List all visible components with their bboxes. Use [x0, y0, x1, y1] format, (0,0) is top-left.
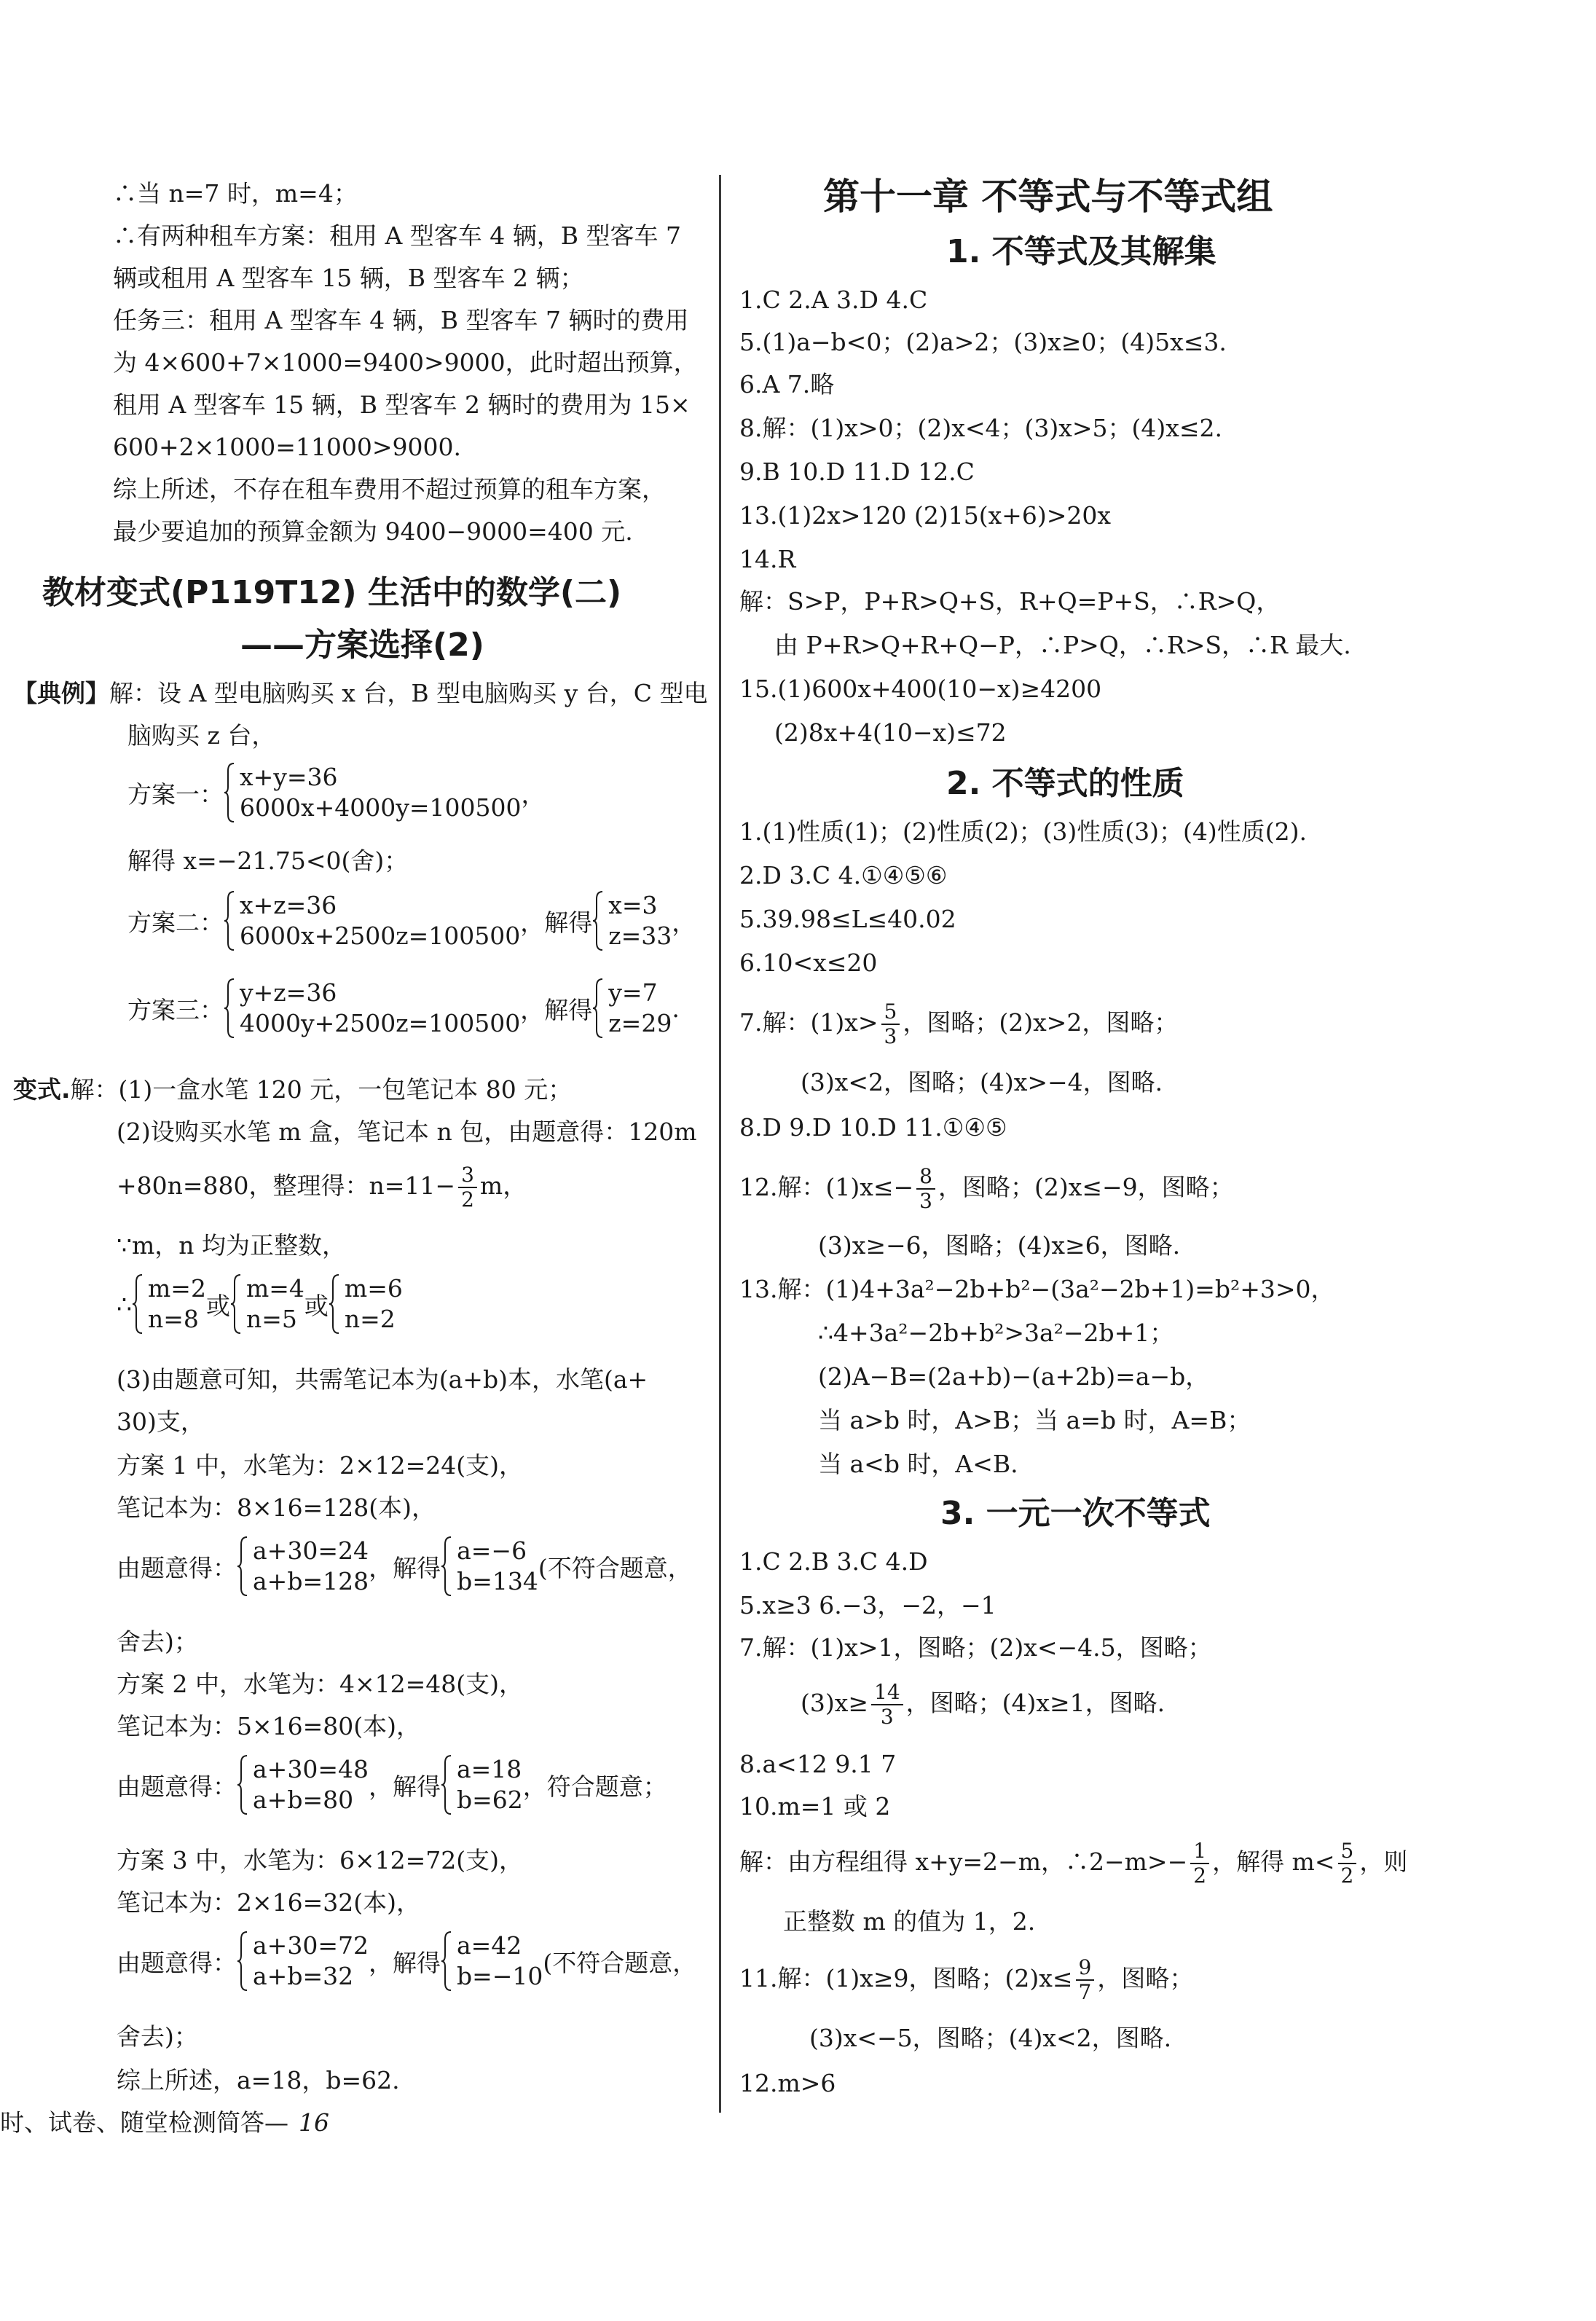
equation: a+b=128 — [253, 1567, 369, 1595]
denominator: 2 — [461, 1187, 474, 1211]
text: 或 — [304, 1291, 329, 1320]
solution: y=7 — [608, 978, 658, 1007]
solution: a=42 — [456, 1931, 522, 1960]
variant-tag: 变式. — [13, 1075, 71, 1104]
text: ，解得 — [368, 1948, 441, 1977]
solution: x=3 — [608, 891, 658, 919]
answer-line — [739, 1836, 1407, 1888]
variant-text: 解：(1)一盒水笔 120 元，一包笔记本 80 元； — [70, 1075, 573, 1104]
denominator: 3 — [884, 1024, 897, 1048]
text: (3)x≥ — [801, 1689, 869, 1717]
plan1-result: 解得 x=−21.75<0(舍)； — [127, 847, 409, 875]
section-title: 教材变式(P119T12) 生活中的数学(二) — [42, 574, 622, 611]
variant-line — [13, 1074, 572, 1106]
case2-system — [117, 1754, 667, 1815]
conclusion: 综上所述，a=18，b=62. — [117, 2066, 400, 2094]
text-line: ∴当 n=7 时，m=4； — [113, 179, 358, 208]
answer-line: (2)A−B=(2a+b)−(a+2b)=a−b， — [818, 1362, 1210, 1391]
column-divider — [719, 175, 721, 2113]
text: (不符合题意， — [538, 1553, 692, 1582]
brace — [441, 1931, 452, 1992]
numerator: 5 — [881, 1000, 900, 1025]
answer-line — [739, 997, 1178, 1049]
example-tag: 【典例】 — [13, 679, 109, 707]
section-title: 1. 不等式及其解集 — [946, 233, 1216, 270]
text-line: (2)设购买水笔 m 盒，笔记本 n 包，由题意得：120m — [117, 1118, 697, 1146]
denominator: 3 — [880, 1705, 894, 1729]
answer-line: 5.x≥3 6.−3，−2，−1 — [739, 1591, 996, 1619]
answer-line: 2.D 3.C 4.①④⑤⑥ — [739, 861, 948, 889]
numerator: 9 — [1076, 1956, 1095, 1981]
brace — [237, 1931, 248, 1992]
brace — [132, 1273, 144, 1335]
equation: a+30=24 — [253, 1536, 369, 1565]
text: ，图略；(2)x>2，图略； — [903, 1008, 1179, 1037]
answer-line: 1.C 2.A 3.D 4.C — [739, 286, 928, 314]
answer-line: 正整数 m 的值为 1，2. — [783, 1907, 1036, 1936]
answer-line: (3)x≥−6，图略；(4)x≥6，图略. — [818, 1231, 1181, 1260]
text: ，解得 — [368, 1772, 441, 1801]
brace — [237, 1754, 248, 1815]
text: 由题意得： — [117, 1772, 237, 1801]
solution: z=33 — [608, 922, 672, 950]
text-line: 方案 2 中，水笔为：4×12=48(支)， — [117, 1670, 524, 1698]
text-line — [117, 1160, 527, 1212]
example-text: 解：设 A 型电脑购买 x 台，B 型电脑购买 y 台，C 型电 — [109, 679, 708, 707]
brace — [224, 890, 235, 951]
answer-line: 5.(1)a−b<0；(2)a>2；(3)x≥0；(4)5x≤3. — [739, 328, 1227, 356]
answer-line — [739, 1161, 1234, 1214]
equation: x+z=36 — [240, 891, 337, 919]
brace — [329, 1273, 340, 1335]
text-line: 600+2×1000=11000>9000. — [113, 433, 462, 461]
denominator: 2 — [1340, 1864, 1354, 1888]
solution: n=5 — [245, 1305, 297, 1333]
text-line: 为 4×600+7×1000=9400>9000，此时超出预算， — [113, 348, 698, 377]
text: 由题意得： — [117, 1553, 237, 1582]
equation: 6000x+2500z=100500 — [240, 922, 521, 950]
answer-line: 10.m=1 或 2 — [739, 1792, 891, 1821]
answer-line: (3)x<2，图略；(4)x>−4，图略. — [801, 1068, 1163, 1096]
equation: a+b=80 — [253, 1786, 354, 1814]
answer-line: 1.(1)性质(1)；(2)性质(2)；(3)性质(3)；(4)性质(2). — [739, 817, 1307, 846]
text: ，符合题意； — [522, 1772, 667, 1801]
punct: . — [672, 994, 680, 1023]
text: ，图略；(2)x≤−9，图略； — [937, 1173, 1234, 1201]
text-line: 笔记本为：5×16=80(本)， — [117, 1712, 421, 1740]
section-title: 3. 一元一次不等式 — [940, 1495, 1211, 1532]
numerator: 14 — [871, 1681, 903, 1705]
text: ，解得 — [520, 908, 593, 937]
brace — [441, 1536, 452, 1597]
plan1-label: 方案一： — [127, 779, 224, 809]
answer-line: 当 a<b 时，A<B. — [818, 1450, 1018, 1478]
plan3-label: 方案三： — [127, 995, 224, 1024]
text-line: 最少要追加的预算金额为 9400−9000=400 元. — [113, 517, 633, 546]
text: +80n=880，整理得：n=11− — [117, 1171, 456, 1200]
answer-line: 13.解：(1)4+3a²−2b+b²−(3a²−2b+1)=b²+3>0， — [739, 1275, 1335, 1303]
text-line: 笔记本为：8×16=128(本)， — [117, 1493, 436, 1522]
answer-line: (3)x<−5，图略；(4)x<2，图略. — [809, 2024, 1172, 2052]
answer-line: 6.A 7.略 — [739, 370, 835, 398]
text: 7.解：(1)x> — [739, 1008, 878, 1037]
brace — [224, 978, 235, 1039]
fraction — [1338, 1839, 1357, 1888]
equation: y+z=36 — [240, 978, 337, 1007]
plan2-system — [127, 890, 696, 951]
chapter-title: 第十一章 不等式与不等式组 — [823, 176, 1273, 218]
fraction — [916, 1165, 935, 1213]
example-line: 脑购买 z 台， — [127, 721, 276, 750]
solution: b=62 — [456, 1786, 523, 1814]
answer-line: 7.解：(1)x>1，图略；(2)x<−4.5，图略； — [739, 1633, 1212, 1662]
text-line: ∵m，n 均为正整数， — [117, 1231, 347, 1260]
text: ，解得 — [520, 995, 593, 1024]
answer-line: 解：S>P，P+R>Q+S，R+Q=P+S，∴R>Q， — [739, 587, 1281, 616]
answer-line: 14.R — [739, 545, 796, 573]
text-line: 综上所述，不存在租车费用不超过预算的租车方案， — [113, 475, 666, 503]
mn-solutions — [117, 1273, 403, 1335]
case1-system — [117, 1536, 692, 1597]
solution: n=8 — [148, 1305, 199, 1333]
solution: a=18 — [456, 1755, 522, 1783]
fraction — [871, 1681, 903, 1729]
equation: a+30=72 — [253, 1931, 369, 1960]
case3-system — [117, 1931, 696, 1992]
text: m， — [479, 1171, 527, 1200]
text-line: 辆或租用 A 型客车 15 辆，B 型客车 2 辆； — [113, 264, 584, 292]
text: 解：由方程组得 x+y=2−m，∴2−m>− — [739, 1847, 1188, 1876]
punct: ， — [521, 779, 546, 809]
text-line: ∴有两种租车方案：租用 A 型客车 4 辆，B 型客车 7 — [113, 221, 682, 250]
text-line: 舍去)； — [117, 1627, 198, 1656]
solution: m=4 — [245, 1274, 304, 1303]
denominator: 7 — [1078, 1980, 1092, 2004]
answer-line: 9.B 10.D 11.D 12.C — [739, 457, 975, 486]
text-line: 笔记本为：2×16=32(本)， — [117, 1888, 421, 1917]
text-line: 任务三：租用 A 型客车 4 辆，B 型客车 7 辆时的费用 — [113, 306, 689, 334]
brace — [592, 890, 604, 951]
text: 11.解：(1)x≥9，图略；(2)x≤ — [739, 1964, 1073, 1992]
answer-line: 8.D 9.D 10.D 11.①④⑤ — [739, 1113, 1007, 1142]
therefore-symbol: ∴ — [117, 1289, 132, 1319]
text-line: 方案 3 中，水笔为：6×12=72(支)， — [117, 1846, 524, 1874]
fraction — [458, 1163, 477, 1211]
answer-line: 6.10<x≤20 — [739, 949, 878, 977]
page-footer — [0, 2104, 329, 2138]
text: 12.解：(1)x≤− — [739, 1173, 914, 1201]
solution: b=134 — [457, 1567, 538, 1595]
plan3-system — [127, 978, 680, 1039]
answer-line: 12.m>6 — [739, 2069, 836, 2097]
fraction — [881, 1000, 900, 1048]
solution: n=2 — [344, 1305, 396, 1333]
brace — [592, 978, 604, 1039]
answer-line: ∴4+3a²−2b+b²>3a²−2b+1； — [818, 1319, 1174, 1347]
text: ，则 — [1359, 1847, 1408, 1876]
text: ，图略； — [1097, 1964, 1194, 1992]
equation: x+y=36 — [240, 763, 338, 791]
solution: b=−10 — [456, 1962, 543, 1990]
text-line: 30)支， — [117, 1407, 205, 1436]
brace — [224, 762, 235, 823]
example-line — [13, 678, 708, 710]
denominator: 3 — [919, 1189, 932, 1213]
answer-line: 1.C 2.B 3.C 4.D — [739, 1547, 928, 1576]
section-subtitle: ——方案选择(2) — [240, 627, 484, 664]
answer-line — [801, 1677, 1165, 1729]
answer-line: 15.(1)600x+400(10−x)≥4200 — [739, 675, 1102, 703]
answer-line: 5.39.98≤L≤40.02 — [739, 905, 956, 933]
plan2-label: 方案二： — [127, 908, 224, 937]
text: ，解得 m< — [1212, 1847, 1335, 1876]
numerator: 5 — [1338, 1839, 1357, 1864]
page-number: 16 — [299, 2108, 329, 2137]
denominator: 2 — [1193, 1864, 1207, 1888]
text-line: (3)由题意可知，共需笔记本为(a+b)本，水笔(a+ — [117, 1365, 648, 1394]
text-line: 租用 A 型客车 15 辆，B 型客车 2 辆时的费用为 15× — [113, 390, 691, 419]
equation: 4000y+2500z=100500 — [240, 1009, 521, 1037]
brace — [230, 1273, 242, 1335]
text: (不符合题意， — [543, 1948, 697, 1977]
fraction — [1190, 1839, 1209, 1888]
numerator: 1 — [1190, 1839, 1209, 1864]
brace — [237, 1536, 248, 1597]
solution: m=6 — [344, 1274, 403, 1303]
equation: a+b=32 — [253, 1962, 354, 1990]
solution: m=2 — [148, 1274, 206, 1303]
text-line: 方案 1 中，水笔为：2×12=24(支)， — [117, 1451, 524, 1480]
text: ，解得 — [369, 1553, 441, 1582]
footer-text: 时、试卷、随堂检测简答— — [0, 2108, 288, 2137]
text: ，图略；(4)x≥1，图略. — [905, 1689, 1165, 1717]
punct: ， — [672, 908, 696, 937]
answer-line: 由 P+R>Q+R+Q−P，∴P>Q，∴R>S，∴R 最大. — [774, 631, 1351, 659]
equation: a+30=48 — [253, 1755, 369, 1783]
text: 由题意得： — [117, 1948, 237, 1977]
plan1-system — [127, 762, 546, 823]
text: 或 — [205, 1291, 230, 1320]
equation: 6000x+4000y=100500 — [240, 793, 522, 822]
answer-line — [739, 1952, 1193, 2005]
answer-line: 8.a<12 9.1 7 — [739, 1750, 897, 1778]
brace — [441, 1754, 452, 1815]
numerator: 3 — [458, 1163, 477, 1188]
answer-line: 8.解：(1)x>0；(2)x<4；(3)x>5；(4)x≤2. — [739, 414, 1222, 442]
fraction — [1076, 1956, 1095, 2004]
section-title: 2. 不等式的性质 — [946, 765, 1184, 802]
numerator: 8 — [916, 1165, 935, 1190]
solution: z=29 — [608, 1009, 672, 1037]
solution: a=−6 — [457, 1536, 527, 1565]
text-line: 舍去)； — [117, 2022, 198, 2051]
answer-line: 13.(1)2x>120 (2)15(x+6)>20x — [739, 501, 1111, 530]
answer-line: 当 a>b 时，A>B；当 a=b 时，A=B； — [818, 1406, 1251, 1434]
answer-line: (2)8x+4(10−x)≤72 — [774, 718, 1007, 747]
